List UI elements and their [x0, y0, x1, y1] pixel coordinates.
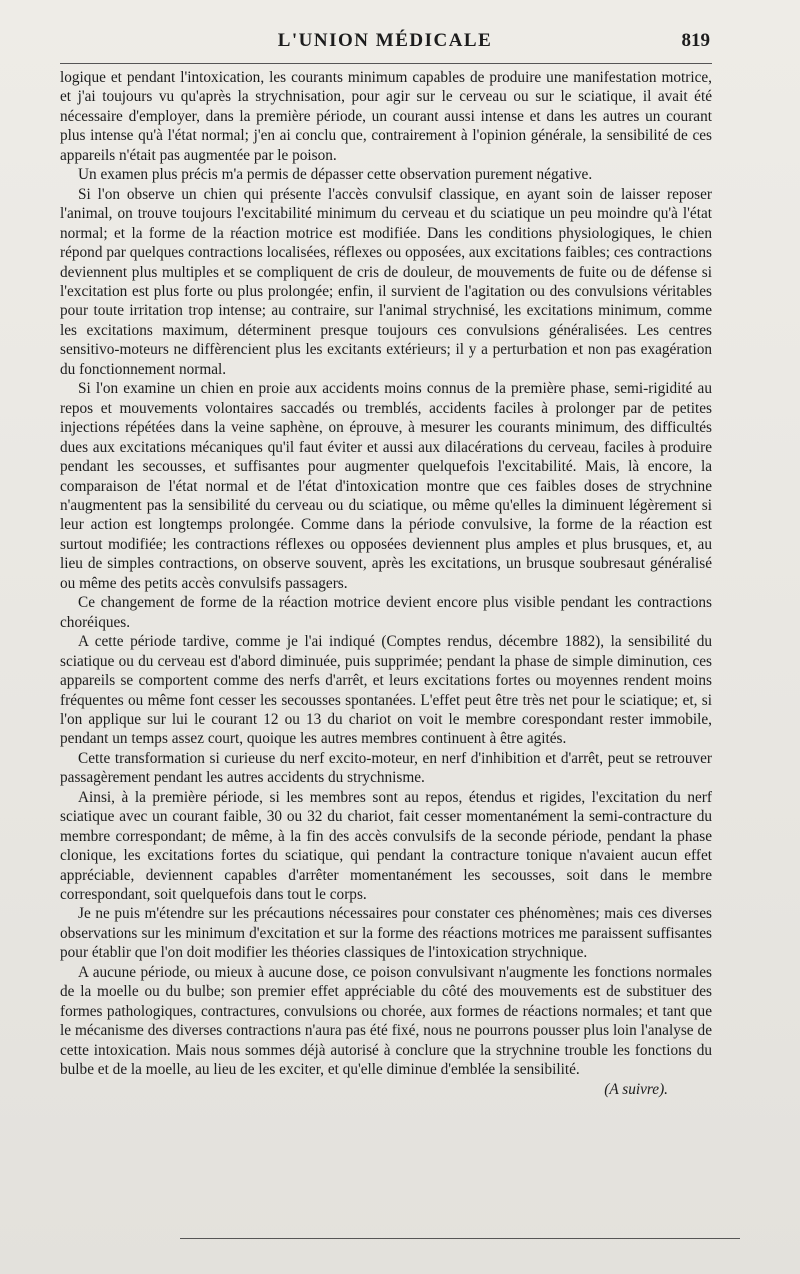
paragraph: A cette période tardive, comme je l'ai indiqué (Comptes rendus, décembre 1882), la sensibilité du sciatique ou du cerveau est d'abord diminuée, puis supprimée; pendant la phase de simple diminution, ces appareils se comportent comme des nerfs d'arrêt, et leurs excitations fortes ou moyennes rendent moins fréquentes ou même font cesser les secousses spontanées. L'effet peut être très net pour le sciatique; et, si l'on applique sur lui le courant 12 ou 13 du chariot on voit le membre corespondant rester immobile, pendant un temps assez court, quoique les autres membres continuent à être agités. [60, 633, 712, 748]
article-body [60, 68, 712, 1099]
paragraph: Cette transformation si curieuse du nerf excito-moteur, en nerf d'inhibition et d'arrêt, peut se retrouver passagèrement pendant les autres accidents du strychnisme. [60, 749, 712, 787]
paragraph: A aucune période, ou mieux à aucune dose, ce poison convulsivant n'augmente les fonctions normales de la moelle ou du bulbe; son premier effet appréciable du côté des mouvements est de substituer des formes pathologiques, contractures, convulsions ou chorée, aux formes de réactions normales; et tant que le mécanisme des diverses contractions n'aura pas été fixé, nous ne pourrons pousser plus loin l'analyse de cette intoxication. Mais nous sommes déjà autorisé à conclure que la strychnine trouble les fonctions du bulbe et de la moelle, au lieu de les exciter, et qu'elle diminue d'emblée la sensibilité. [60, 963, 712, 1079]
paragraph: logique et pendant l'intoxication, les courants minimum capables de produire une manifestation motrice, et j'ai toujours vu qu'après la strychnisation, pour agir sur le cerveau ou sur le sciatique, il avait été nécessaire d'employer, dans la première période, un courant aussi intense et dans les autres un courant plus intense qu'à l'état normal; j'en ai conclu que, contrairement à l'opinion générale, la sensibilité de ces appareils n'était pas augmentée par le poison. [60, 69, 712, 164]
header-rule [60, 63, 712, 64]
paragraph: Si l'on observe un chien qui présente l'accès convulsif classique, en ayant soin de laisser reposer l'animal, on trouve toujours l'excitabilité minimum du cerveau et du sciatique un peu moindre qu'à l'état normal; et la forme de la réaction motrice est modifiée. Dans les conditions physiologiques, le chien répond par quelques contractions localisées, réflexes ou opposées, aux excitations faibles; ces contractions deviennent plus multiples et se compliquent de cris de douleur, de mouvements de fuite ou de défense si l'excitation est plus forte ou plus prolongée; enfin, il survient de l'agitation ou des convulsions véritables pour toute irritation trop intense; au contraire, sur l'animal strychnisé, les excitations minimum, comme les excitations maximum, déterminent presque toujours ces convulsions généralisées. Les centres sensitivo-moteurs ne diffèrencient plus les excitants extérieurs; il y a perturbation et non pas exagération du fonctionnement normal. [60, 185, 712, 378]
footer-rule [180, 1238, 740, 1239]
page-number: 819 [681, 30, 710, 51]
running-title: L'UNION MÉDICALE [277, 30, 493, 51]
paragraph: Ce changement de forme de la réaction motrice devient encore plus visible pendant les contractions choréiques. [60, 594, 712, 631]
paragraph: Je ne puis m'étendre sur les précautions nécessaires pour constater ces phénomènes; mais ces diverses observations sur les minimum d'excitation et sur la forme des réactions motrices me paraissent suffisantes pour établir que l'on doit modifier les théories classiques de l'intoxication strychnique. [60, 905, 712, 962]
paragraph: Si l'on examine un chien en proie aux accidents moins connus de la première phase, semi-rigidité au repos et mouvements volontaires saccadés ou tremblés, accidents faciles à prolonger par de petites injections répétées dans la veine saphène, on éprouve, à mesurer les courants minimum, des difficultés dues aux excitations mécaniques qu'il faut éviter et aussi aux dilacérations du cerveau, faciles à produire pendant les secousses, et suffisantes pour augmenter quelquefois l'excitabilité. Mais, là encore, la comparaison de l'état normal et de l'état d'intoxication montre que ces faibles doses de strychnine n'augmentent pas la sensibilité du cerveau ou du sciatique, ou même qu'elles la diminuent légèrement si leur action est longtemps prolongée. Comme dans la période convulsive, la forme de la réaction est surtout modifiée; les contractions réflexes ou opposées deviennent plus amples et plus brusques, et, au lieu de simples contractions, on observe souvent, après les excitations, un brusque soubresaut généralisé ou même des petits accès convulsifs passagers. [60, 380, 712, 592]
to-be-continued: (A suivre). [604, 1080, 668, 1098]
paragraph: Ainsi, à la première période, si les membres sont au repos, étendus et rigides, l'excitation du nerf sciatique avec un courant faible, 30 ou 32 du chariot, fait cesser momentanément la semi-contracture du membre correspondant; de même, à la fin des accès convulsifs de la seconde période, pendant la phase clonique, les excitations fortes du sciatique, qui pendant la contracture tonique n'avaient aucun effet appréciable, deviennent capables d'arrêter momentanément les secousses, soit dans le membre correspondant, soit quelquefois dans tout le corps. [60, 788, 712, 904]
paragraph: Un examen plus précis m'a permis de dépasser cette observation purement négative. [78, 166, 593, 184]
page-header [60, 28, 710, 58]
